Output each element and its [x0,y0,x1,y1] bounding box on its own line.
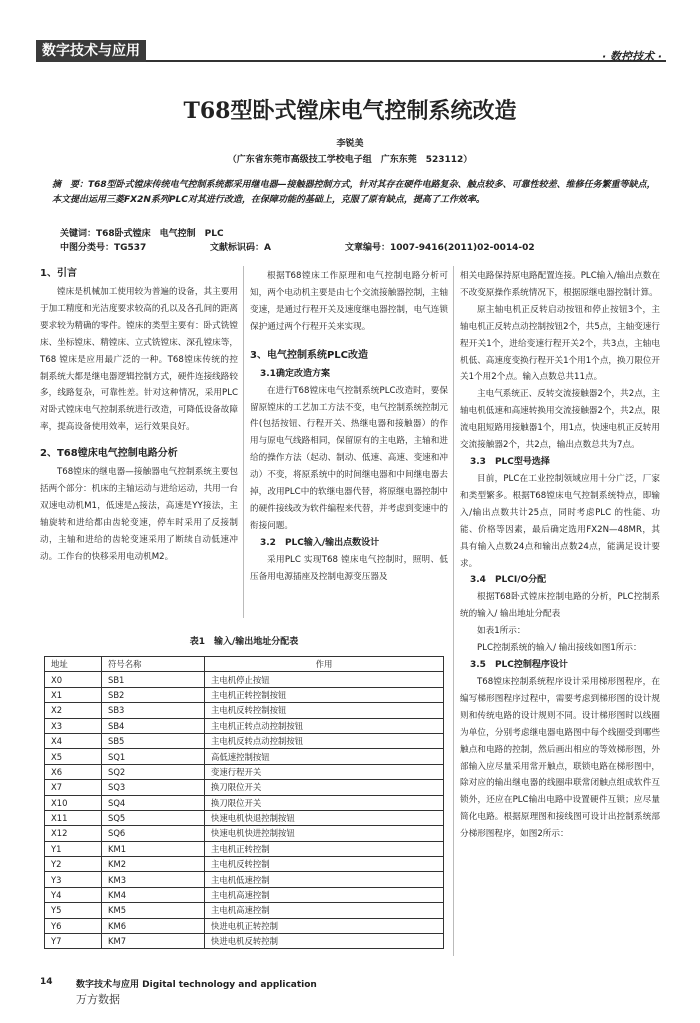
paragraph: 如表1所示： [477,626,526,637]
io-table [44,656,444,949]
table-cell: SQ1 [102,749,205,764]
table-cell: X10 [45,795,102,810]
table-row [45,841,444,856]
subsection-heading: 3.4 PLCI/O分配 [470,575,547,586]
column-2 [250,268,448,586]
column-1 [40,264,238,566]
table-cell: Y2 [45,857,102,872]
table-row [45,934,444,949]
table-row [45,749,444,764]
paragraph: 采用PLC 实现T68 镗床电气控制时，照明、低压备用电源插座及控制电源变压器及 [250,554,448,582]
paragraph: 相关电路保持原电路配置连接。PLC输入/输出点数在不改变原操作系统情况下，根据原继电器控制计算。 [460,271,660,298]
table-row [45,887,444,902]
table-row [45,795,444,810]
table-row [45,872,444,887]
table-cell: KM2 [102,857,205,872]
table-cell: 换刀限位开关 [205,780,444,795]
subsection-heading: 3.3 PLC型号选择 [470,456,550,467]
document-code: 文献标识码：A [210,243,271,253]
paragraph: 镗床是机械加工使用较为普遍的设备，其主要用于加工精度和光洁度要求较高的孔以及各孔间的距离要求较为精确的零件。镗床的类型主要有：卧式铣镗床、坐标镗床、精镗床、立式铣镗床、深孔镗床等，T68 镗床是应用最广泛的一种。T68镗床传统的控制系统大都是继电器逻辑控制方式，硬件连接线路较多，线路复杂，可靠性差。针对这种情况，采用PLC对卧式镗床电气控制系统进行改造，可降低设备故障率，提高设备使用效率，运行效果良好。 [40,287,238,433]
affiliation: （广东省东莞市高级技工学校电子组 广东东莞 523112） [227,155,473,165]
paragraph: T68镗床的继电器—接触器电气控制系统主要包括两个部分：机床的主轴运动与进给运动，共用一台双速电动机M1，低速是△接法，高速是YY接法，主轴旋转和进给都由齿轮变速，停车时采用了反接制动，主轴和进给的齿轮变速采用了断续自动低速冲动。工作台的快移采用电动机M2。 [40,467,238,562]
paragraph: 主电气系统正、反转交流接触器2个，共2点，主轴电机低速和高速转换用交流接触器2个，共2点，限流电阻短路用接触器1个，用1点，快速电机正反转用交流接触器2个，共2点，输出点数总共为7点。 [460,389,660,451]
paragraph: 原主轴电机正反转启动按钮和停止按钮3个，主轴电机正反转点动控制按钮2个，共5点，主轴变速行程开关1个，进给变速行程开关2个，共3点，主轴电机低、高速度变换行程开关1个用1个点，换刀限位开关1个用2个点。输入点数总共11点。 [460,304,660,383]
table-cell: X6 [45,764,102,779]
table-cell: KM6 [102,918,205,933]
paragraph: 目前，PLC在工业控制领域应用十分广泛，厂家和类型繁多。根据T68镗床电气控制系统特点，即输入/输出点数共计25点，同时考虑PLC 的性能、功能、价格等因素，最后确定选用FX2N—48MR，其具有输入点数24点和输出点数24点，能满足设计要求。 [460,473,660,569]
table-cell: 主电机反转控制 [205,857,444,872]
table-cell: Y6 [45,918,102,933]
table-caption: 表1 输入/输出地址分配表 [189,637,299,647]
table-cell: KM4 [102,887,205,902]
paragraph: T68镗床控制系统程序设计采用梯形图程序，在编写梯形图程序过程中，需要考虑到梯形图的设计规则和传统电路的设计规则不同。设计梯形图时以线圈为单位，分别考虑继电器电路图中每个线圈受到哪些触点和电路的控制，然后画出相应的等效梯形图，外部输入应尽量采用常开触点，联锁电路在梯形图中，除对应的输出继电器的线圈串联常闭触点组成软件互锁外，还应在PLC输出电路中设置硬件互锁；应尽量简化电路。根据原理图和接线图可设计出控制系统部分梯形图程序，如图2所示： [460,677,660,840]
table-row [45,780,444,795]
watermark: 万方数据 [76,993,120,1006]
table-cell: 高低速控制按钮 [205,749,444,764]
classification: 中图分类号：TG537 [60,243,147,253]
table-cell: 主电机反转控制按钮 [205,703,444,718]
table-cell: Y5 [45,903,102,918]
table-cell: SB5 [102,733,205,748]
page-number: 14 [40,977,53,987]
table-cell: KM5 [102,903,205,918]
table-cell: 快速电机快进控制按钮 [205,826,444,841]
table-cell: 换刀限位开关 [205,795,444,810]
keywords: 关键词：T68卧式镗床 电气控制 PLC [60,229,224,239]
table-cell: X12 [45,826,102,841]
subsection-heading: 3.2 PLC输入/输出点数设计 [260,537,380,548]
table-cell: KM1 [102,841,205,856]
table-cell: KM3 [102,872,205,887]
column-label: · 数控技术 · [601,50,662,63]
table-cell: SQ5 [102,810,205,825]
table-cell: SB1 [102,672,205,687]
table-row [45,672,444,687]
table-cell: 主电机高速控制 [205,887,444,902]
table-cell: 主电机正转控制 [205,841,444,856]
table-cell: Y1 [45,841,102,856]
table-cell: SQ4 [102,795,205,810]
table-cell: X1 [45,687,102,702]
table-row [45,733,444,748]
section-tab: 数字技术与应用 [36,40,146,62]
journal-footer: 数字技术与应用 Digital technology and application [76,980,317,990]
abstract: 摘 要：T68型卧式镗床传统电气控制系统都采用继电器—接触器控制方式，针对其存在硬件电路复杂、触点较多、可靠性较差、维修任务繁重等缺点，本文提出运用三菱FX2N系列PLC对其进行改造，在保障功能的基础上，克服了原有缺点，提高了工作效率。 [52,180,656,205]
table-cell: SQ2 [102,764,205,779]
table-header: 作用 [205,657,444,672]
table-cell: 主电机正转控制按钮 [205,687,444,702]
paragraph: PLC控制系统的输入/ 输出接线如图1所示： [477,643,642,654]
table-cell: X0 [45,672,102,687]
table-cell: X4 [45,733,102,748]
table-header: 符号名称 [102,657,205,672]
table-cell: SB2 [102,687,205,702]
table-row [45,703,444,718]
paragraph: 根据T68卧式镗床控制电路的分析，PLC控制系统的输入/ 输出地址分配表 [460,592,660,620]
table-cell: X2 [45,703,102,718]
table-cell: 主电机正转点动控制按钮 [205,718,444,733]
table-cell: 主电机高速控制 [205,903,444,918]
table-header: 地址 [45,657,102,672]
paragraph: 根据T68镗床工作原理和电气控制电路分析可知，两个电动机主要是由七个交流接触器控制，主轴变速，是通过行程开关及速度继电器控制，电气连锁保护通过两个行程开关来实现。 [250,271,448,332]
table-cell: X5 [45,749,102,764]
table-cell: 快速电机快退控制按钮 [205,810,444,825]
table-cell: SQ6 [102,826,205,841]
table-row [45,764,444,779]
table-cell: SQ3 [102,780,205,795]
table-cell: Y7 [45,934,102,949]
table-cell: Y3 [45,872,102,887]
table-row [45,918,444,933]
author: 李锐美 [336,139,364,149]
section-heading-plc: 3、电气控制系统PLC改造 [250,349,368,361]
table-cell: 快进电机正转控制 [205,918,444,933]
column-divider [453,266,454,956]
table-cell: 主电机反转点动控制按钮 [205,733,444,748]
article-number: 文章编号：1007-9416(2011)02-0014-02 [345,243,535,253]
table-cell: SB3 [102,703,205,718]
table-row [45,718,444,733]
paragraph: 在进行T68镗床电气控制系统PLC改造时，要保留原镗床的工艺加工方法不变，电气控制系统控制元件(包括按钮、行程开关、热继电器和接触器）的作用与原电气线路相同，保留原有的主电路，主轴和进给的操作方法（起动、制动、低速、高速、变速和冲动）不变，将原系统中的时间继电器和中间继电器去掉，改用PLC中的软继电器代替，将原继电器控制中的硬件接线改为软件编程来代替，并考虑到变速中的衔接问题。 [250,385,448,531]
column-3 [460,268,660,843]
table-cell: 主电机低速控制 [205,872,444,887]
article-title: T68型卧式镗床电气控制系统改造 [183,98,517,124]
table-cell: KM7 [102,934,205,949]
table-row [45,826,444,841]
table-row [45,687,444,702]
table-cell: X11 [45,810,102,825]
section-heading-intro: 1、引言 [40,268,77,279]
table-cell: X3 [45,718,102,733]
table-cell: SB4 [102,718,205,733]
table-cell: 快进电机反转控制 [205,934,444,949]
table-cell: X7 [45,780,102,795]
table-cell: 变速行程开关 [205,764,444,779]
table-row [45,857,444,872]
table-cell: 主电机停止按钮 [205,672,444,687]
column-divider [243,266,244,618]
table-row [45,810,444,825]
header-rule [146,60,666,62]
section-heading-analysis: 2、T68镗床电气控制电路分析 [40,448,178,460]
subsection-heading: 3.1确定改造方案 [260,368,330,379]
subsection-heading: 3.5 PLC控制程序设计 [470,660,568,671]
table-header-row [45,657,444,672]
table-row [45,903,444,918]
table-cell: Y4 [45,887,102,902]
